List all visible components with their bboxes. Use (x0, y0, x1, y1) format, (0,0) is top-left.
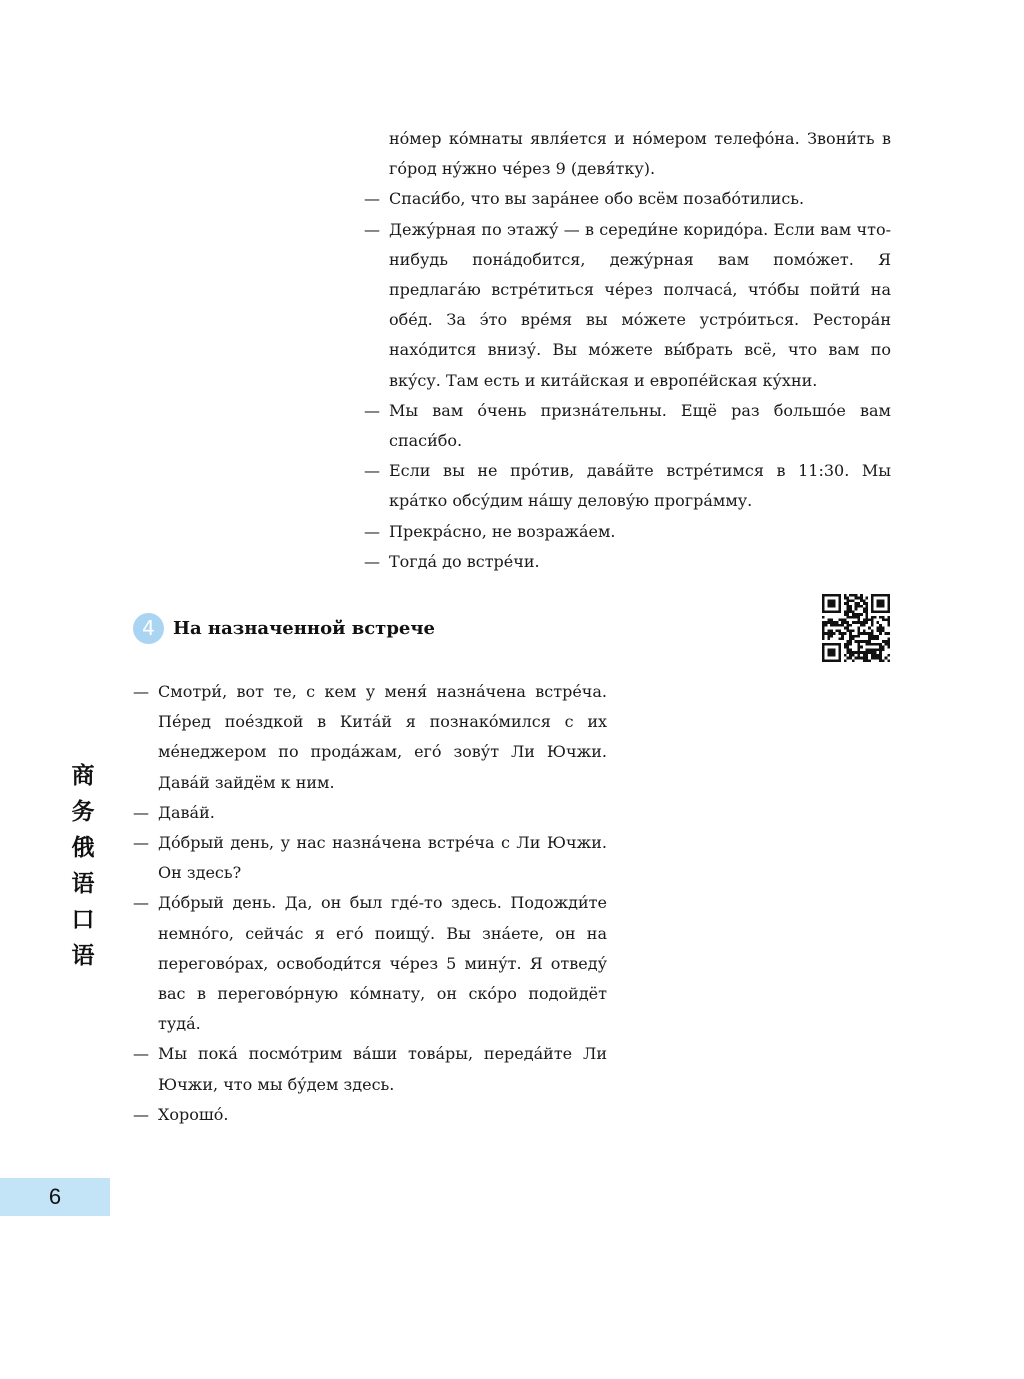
section-number-badge: 4 (133, 613, 164, 644)
dialog-dash: — (364, 521, 380, 541)
dialog-dash: — (364, 461, 380, 481)
dialog-line (133, 677, 607, 798)
dialog-text: Смотри́, вот те, с кем у меня́ назна́чена встре́ча. Пе́ред пое́здкой в Кита́й я познако́мился с их ме́неджером по прода́жам, его́ зову́т Ли Ючжи. Дава́й зайдём к ним. (158, 682, 607, 792)
section-title: На назначенной встрече (173, 617, 435, 639)
side-title-char: 语 (71, 943, 95, 969)
side-title-char: 务 (71, 799, 95, 825)
dialog-line (133, 888, 607, 1039)
dialog-dash: — (133, 802, 149, 822)
dialog-line (364, 547, 891, 577)
dialog-dash: — (133, 1104, 149, 1124)
dialog-dash: — (364, 551, 380, 571)
dialog-text: До́брый день. Да, он был где́-то здесь. Подожди́те немно́го, сейча́с я его́ поищу́. Вы зна́ете, он на перегово́рах, освободи́тся че́рез 5 мину́т. Я отведу́ вас в перегово́рную ко́мнату, он ско́ро подойдёт туда́. (158, 893, 607, 1034)
dialog-dash: — (133, 833, 149, 853)
side-title-char: 商 (71, 763, 95, 789)
dialog-line (133, 1039, 607, 1099)
dialog-dash: — (364, 219, 380, 239)
dialog-line (364, 215, 891, 396)
dialog-line (133, 828, 607, 888)
dialog-text: Хорошо́. (158, 1104, 229, 1124)
dialog-dash: — (364, 400, 380, 420)
dialog-line (133, 798, 607, 828)
side-title-char: 口 (71, 907, 95, 933)
dialog-line (364, 396, 891, 456)
dialog-text: но́мер ко́мнаты явля́ется и но́мером телефо́на. Звони́ть в го́род ну́жно че́рез 9 (девя́тку). (389, 129, 891, 179)
qr-code-icon (822, 594, 890, 662)
side-title-char: 语 (71, 871, 95, 897)
dialog-text: Мы вам о́чень призна́тельны. Ещё раз большо́е вам спаси́бо. (389, 400, 891, 451)
section-heading (133, 612, 435, 644)
dialog-text: Прекра́сно, не возража́ем. (389, 521, 616, 541)
dialog-text: Тогда́ до встре́чи. (389, 551, 540, 571)
side-title-char: 俄 (71, 835, 95, 861)
dialog-text: Мы пока́ посмо́трим ва́ши това́ры, переда́йте Ли Ючжи, что мы бу́дем здесь. (158, 1044, 607, 1094)
book-side-title (68, 758, 98, 974)
dialog-text: До́брый день, у нас назна́чена встре́ча с Ли Ючжи. Он здесь? (158, 833, 607, 883)
dialog-top (364, 124, 891, 577)
page-number: 6 (48, 1184, 62, 1209)
dialog-text: Если вы не про́тив, дава́йте встре́тимся в 11:30. Мы кра́тко обсу́дим на́шу делову́ю програ́мму. (389, 461, 891, 511)
dialog-text: Дежу́рная по этажу́ — в середи́не коридо́ра. Если вам что-нибудь пона́добится, дежу́рная вам помо́жет. Я предлага́ю встре́титься че́рез полчаса́, что́бы пойти́ на обе́д. За э́то вре́мя вы мо́жете устро́иться. Рестора́н нахо́дится внизу́. Вы мо́жете вы́брать всё, что вам по вку́су. Там есть и кита́йская и европе́йская ку́хни. (389, 219, 891, 390)
dialog-line (364, 517, 891, 547)
dialog-dash: — (133, 1044, 149, 1064)
dialog-dash: — (133, 893, 149, 913)
dialog-text: Спаси́бо, что вы зара́нее обо всём позабо́тились. (389, 189, 805, 209)
dialog-line (364, 124, 891, 184)
dialog-line (364, 184, 891, 214)
dialog-line (364, 456, 891, 516)
dialog-dash: — (133, 682, 149, 701)
dialog-dash: — (364, 189, 380, 209)
page-number-tab (0, 1178, 110, 1216)
dialog-line (133, 1100, 607, 1130)
dialog-text: Дава́й. (158, 802, 215, 822)
dialog-bottom (133, 677, 607, 1130)
